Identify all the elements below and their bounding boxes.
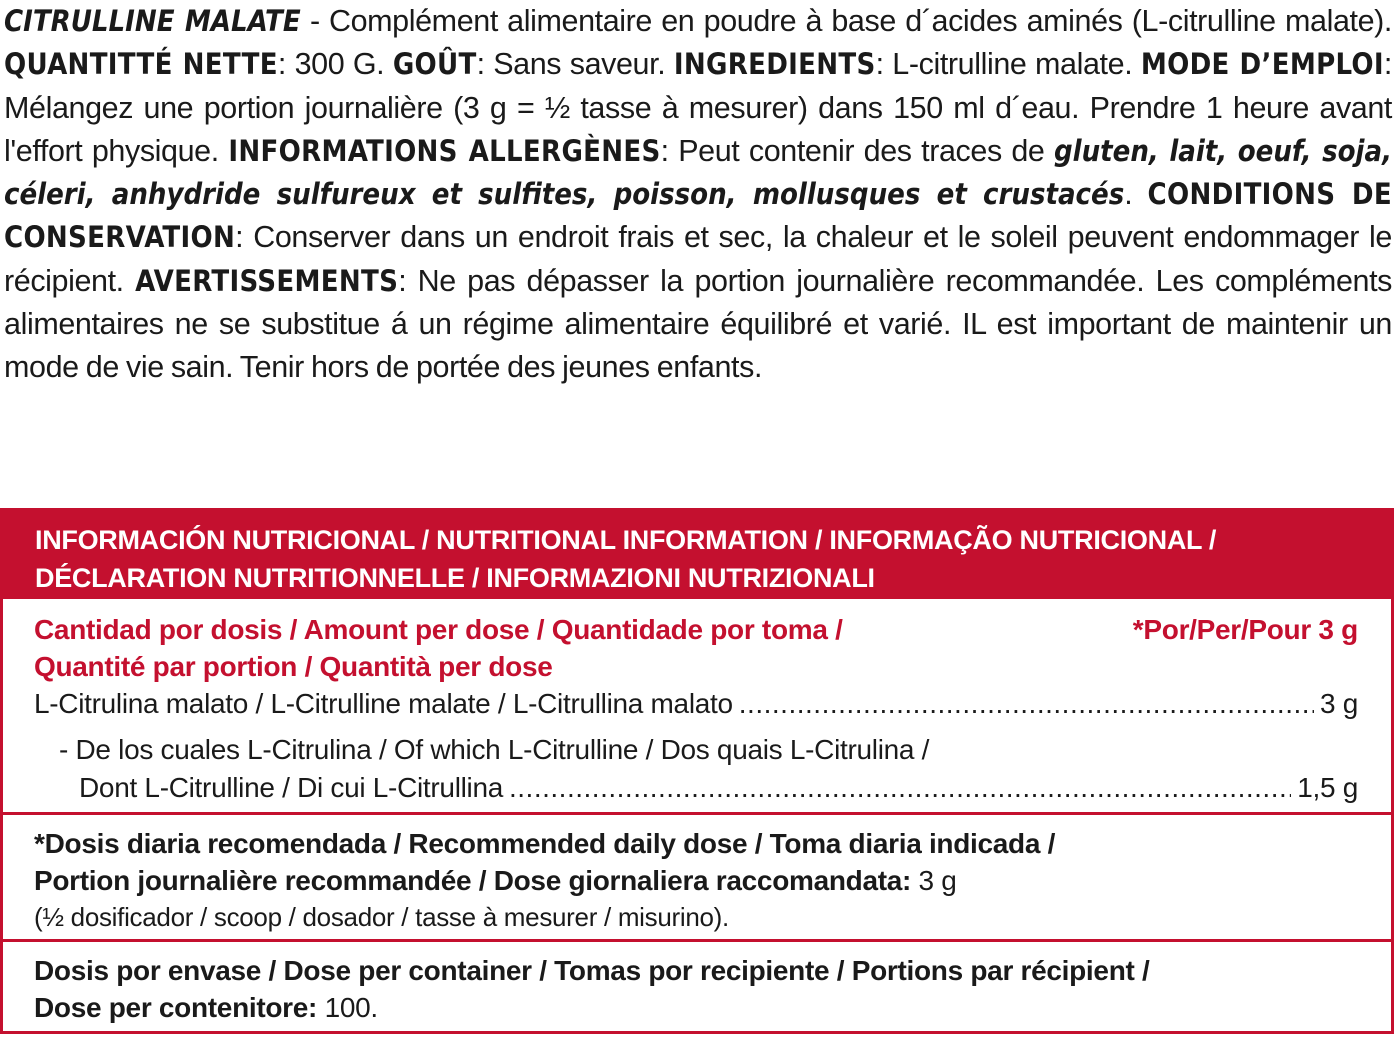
- warnings-key: AVERTISSEMENTS: [135, 263, 399, 298]
- nutrition-header-line1: INFORMACIÓN NUTRICIONAL / NUTRITIONAL INFORMATION / INFORMAÇÃO NUTRICIONAL /: [35, 525, 1217, 555]
- nutrition-header: [3, 508, 1391, 599]
- doses-per-container-section: [3, 939, 1391, 1034]
- ingredients-key: INGREDIENTS: [673, 47, 876, 82]
- daily-dose-line2: [34, 862, 1391, 899]
- nutrient-sub-value: 1,5 g: [1297, 772, 1358, 803]
- net-quantity-value: : 300 G.: [277, 47, 393, 82]
- allergen-value: : Peut contenir des traces de: [660, 133, 1054, 168]
- nutrition-header-line2: DÉCLARATION NUTRITIONNELLE / INFORMAZIONI NUTRIZIONALI: [35, 563, 875, 593]
- usage-value: : Mélangez une portion journalière (3 g = ½ tasse à mesurer) dans 150 ml d´eau. Prendre 1 heure avant l'effort physique.: [4, 47, 1392, 168]
- daily-dose-section: [3, 812, 1391, 939]
- warnings-value: : Ne pas dépasser la portion journalière recommandée. Les compléments alimentaires ne se substitue á un régime alimentaire équilibré et varié. IL est important de maintenir un mode de vie sain. Tenir hors de portée des jeunes enfants.: [4, 263, 1392, 385]
- daily-dose-note: (½ dosificador / scoop / dosador / tasse à mesurer / misurino).: [34, 902, 729, 932]
- nutrient-row-citrulline: [34, 731, 1391, 807]
- nutrient-row-citrulline-malate: [34, 685, 1391, 723]
- container-value: 100.: [317, 992, 378, 1023]
- nutrition-table: [0, 508, 1394, 1034]
- taste-value: : Sans saveur.: [476, 47, 674, 82]
- daily-dose-label: Portion journalière recommandée / Dose giornaliera raccomandata:: [34, 865, 912, 896]
- usage-key: MODE D’EMPLOI: [1140, 47, 1384, 82]
- product-description: [4, 0, 1392, 390]
- per-dose-value: *Por/Per/Pour 3 g: [1132, 614, 1358, 645]
- storage-value: : Conserver dans un endroit frais et sec, la chaleur et le soleil peuvent endommager le récipient.: [4, 220, 1392, 298]
- ingredients-value: : L-citrulline malate.: [875, 47, 1141, 82]
- storage-key: CONDITIONS DE CONSERVATION: [4, 177, 1392, 255]
- nutrient-sub-label-line1: - De los cuales L-Citrulina / Of which L-Citrulline / Dos quais L-Citrulina /: [59, 734, 930, 765]
- daily-dose-line1: *Dosis diaria recomendada / Recommended daily dose / Toma diaria indicada /: [34, 828, 1056, 859]
- container-line2: [34, 989, 1391, 1026]
- nutrition-amount-section: [3, 599, 1391, 812]
- allergen-end: .: [1124, 177, 1148, 212]
- container-label: Dose per contenitore:: [34, 992, 318, 1023]
- product-intro: - Complément alimentaire en poudre à base d´acides aminés (L-citrulline malate).: [300, 4, 1392, 38]
- nutrient-sub-label-line2: Dont L-Citrulline / Di cui L-Citrullina: [79, 772, 503, 803]
- amount-line2: Quantité par portion / Quantità per dose: [34, 651, 553, 682]
- allergen-key: INFORMATIONS ALLERGÈNES: [228, 133, 661, 168]
- container-line1: Dosis por envase / Dose per container / Tomas por recipiente / Portions par récipient /: [34, 955, 1150, 986]
- product-title: CITRULLINE MALATE: [4, 4, 301, 38]
- allergen-list: gluten, lait, oeuf, soja, céleri, anhydride sulfureux et sulfites, poisson, mollusques et crustacés: [4, 133, 1392, 212]
- daily-dose-value: 3 g: [911, 865, 957, 896]
- amount-line1: Cantidad por dosis / Amount per dose / Quantidade por toma /: [34, 614, 843, 645]
- dot-leader: [739, 685, 1314, 723]
- dot-leader: [509, 769, 1291, 807]
- nutrient-sub-row: [59, 769, 1391, 807]
- nutrient-value: 3 g: [1319, 688, 1358, 719]
- taste-key: GOÛT: [392, 47, 477, 82]
- nutrient-label: L-Citrulina malato / L-Citrulline malate / L-Citrullina malato: [34, 688, 733, 719]
- amount-per-dose-heading: [34, 611, 1391, 685]
- net-quantity-key: QUANTITTÉ NETTE: [4, 47, 278, 82]
